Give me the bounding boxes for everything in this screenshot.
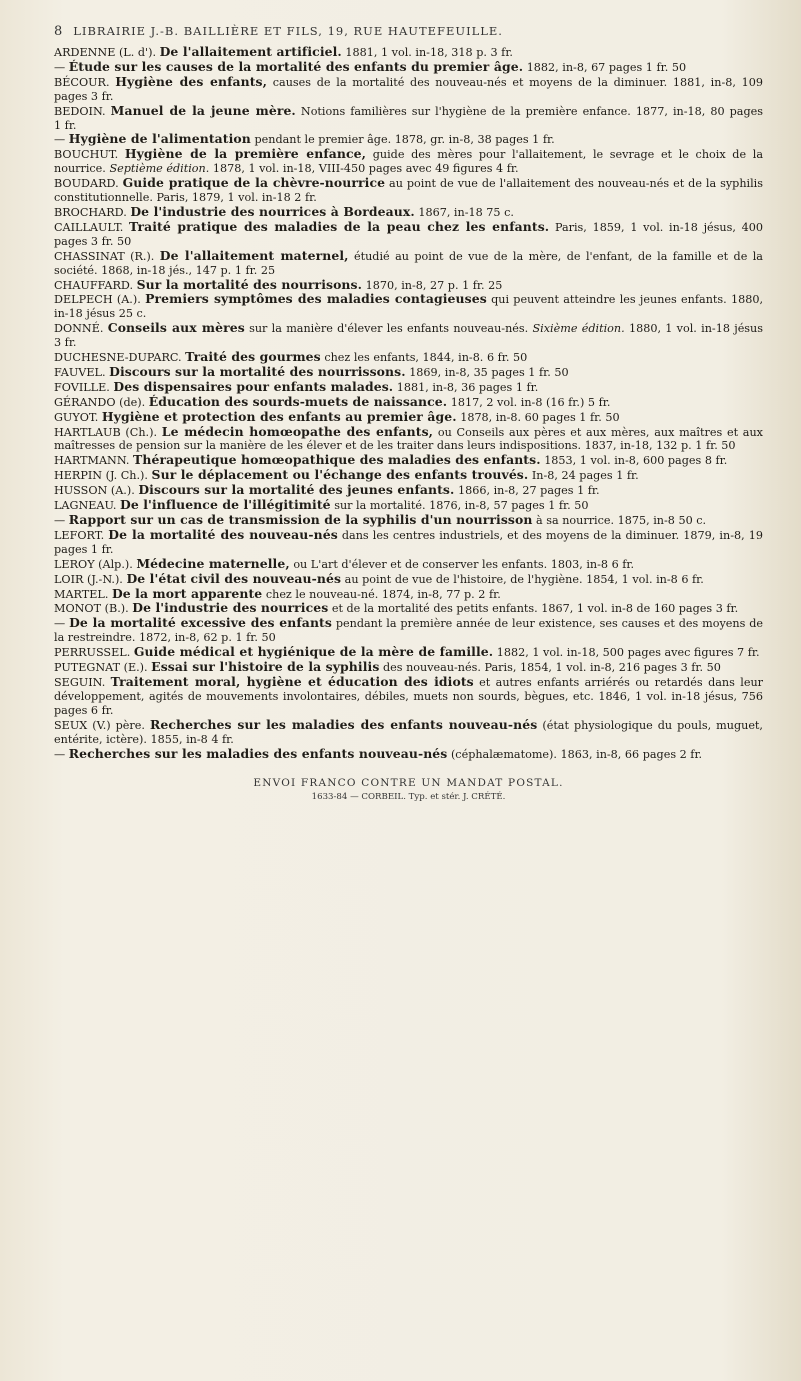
entry-description: 1866, in-8, 27 pages: [457, 484, 574, 498]
entry-author: LOIR (J.-N.).: [54, 572, 123, 586]
entry-price: 2 fr.: [679, 747, 703, 761]
entry-description: 1882, 1 vol. in-18, 500 pages avec figures: [496, 646, 734, 660]
entry-price: 6 fr. 50: [486, 351, 528, 365]
entry-title: Sur le déplacement ou l'échange des enfants trouvés.: [151, 467, 529, 483]
entry-author: MARTEL.: [54, 587, 109, 601]
entry-price: 7 fr.: [737, 646, 760, 660]
entry-description: et autres enfants arriérés ou retardés dans leur développement, agités de mouvements involontaires, débiles, muets non sourds, bègues, etc. 1846, 1 vol. in-18 jésus, 756 pages: [54, 675, 763, 717]
entry-description: chez les enfants, 1844, in-8.: [324, 351, 484, 365]
entry-description: 1881, 1 vol. in-18, 318 p.: [345, 46, 487, 59]
entry-author: SEGUIN.: [54, 675, 106, 689]
catalogue-entry: [54, 45, 763, 60]
entry-price: 1 fr.: [532, 133, 555, 147]
entry-description: au point de vue de l'histoire, de l'hygiène. 1854, 1 vol. in-8: [344, 572, 678, 586]
entry-price: 75 c.: [486, 205, 514, 219]
catalogue-entry: [54, 747, 763, 762]
entry-description: 1882, in-8, 67 pages: [526, 60, 643, 74]
entry-description: ou L'art d'élever et de conserver les enfants. 1803, in-8: [293, 557, 609, 571]
entry-title: De l'état civil des nouveau-nés: [126, 570, 342, 586]
entry-description: des nouveau-nés. Paris, 1854, 1 vol. in-8, 216 pages: [382, 661, 678, 675]
catalogue-entry: [54, 292, 763, 321]
entry-author: GÉRANDO (de).: [54, 395, 146, 409]
entry-title: Discours sur la mortalité des nourrissons.: [109, 363, 406, 379]
entry-author: HARTLAUB (Ch.).: [54, 425, 158, 439]
entry-description: 1881, in-8, 36 pages: [396, 380, 513, 394]
entry-author: SEUX (V.) père.: [54, 718, 145, 732]
catalogue-entry: [54, 468, 763, 483]
catalogue-entry: [54, 104, 763, 133]
entry-price: 3 fr. 50: [90, 234, 132, 248]
entry-price: 1 fr.: [90, 542, 114, 556]
catalogue-entry: [54, 249, 763, 278]
catalogue-entry: [54, 453, 763, 468]
entry-price: 1 fr. 50: [645, 60, 687, 74]
entry-title: Médecine maternelle,: [136, 555, 290, 571]
entry-author: PERRUSSEL.: [54, 646, 131, 660]
entry-title: De l'industrie des nourrices à Bordeaux.: [130, 203, 415, 219]
entry-title: Éducation des sourds-muets de naissance.: [148, 393, 448, 409]
entry-description: étudié au point de vue de la mère, de l'enfant, de la famille et de la société. 1868, in-18 jés., 147 p.: [54, 249, 763, 277]
catalogue-entry: [54, 528, 763, 557]
printer-imprint: 1633-84 — CORBEIL. Typ. et stér. J. CRÉTÉ.: [311, 792, 506, 803]
entry-price: 5 fr.: [587, 395, 611, 409]
entry-description: Notions familières sur l'hygiène de la première enfance. 1877, in-18, 80 pages: [300, 104, 763, 118]
catalogue-entry: [54, 278, 763, 293]
catalogue-entry: [54, 205, 763, 220]
entry-author: FOVILLE.: [54, 380, 110, 394]
entry-price: 1 fr. 50: [579, 410, 620, 424]
entry-author: BÉCOUR.: [54, 75, 110, 89]
running-header: [54, 24, 763, 39]
entry-description: pendant la première année de leur existence, ses causes et des moyens de la restreindre. 1872, in-8, 62 p.: [54, 617, 763, 645]
entry-title: Des dispensaires pour enfants malades.: [113, 378, 394, 394]
catalogue-entry: [54, 513, 763, 528]
entry-price: 1 fr. 50: [695, 439, 736, 453]
entry-description: pendant le premier âge. 1878, gr. in-8, 38 pages: [254, 133, 529, 147]
entry-title: Hygiène de l'alimentation: [68, 131, 251, 147]
catalogue-entry: [54, 380, 763, 395]
entry-author: DONNÉ.: [54, 322, 104, 336]
entry-title: De l'influence de l'illégitimité: [120, 497, 331, 513]
catalogue-entry: [54, 147, 763, 176]
entry-price: 4 fr.: [496, 162, 519, 176]
entry-author: LAGNEAU.: [54, 499, 117, 513]
entry-description: causes de la mortalité des nouveau-nés et moyens de la diminuer. 1881, in-8, 109 pages: [54, 75, 763, 103]
catalogue-entry: [54, 675, 763, 718]
entry-price: 6 fr.: [611, 557, 635, 571]
catalogue-entry: [54, 557, 763, 572]
catalogue-entry: [54, 365, 763, 380]
entry-title: Manuel de la jeune mère.: [110, 102, 296, 118]
entry-author: —: [54, 133, 66, 147]
entry-author: FAUVEL.: [54, 365, 106, 379]
entry-title: Traitement moral, hygiène et éducation des idiots: [110, 673, 474, 689]
entry-price: 1 fr.: [616, 469, 639, 483]
entry-title: Guide pratique de la chèvre-nourrice: [122, 175, 386, 191]
entry-author: HERPIN (J. Ch.).: [54, 469, 148, 483]
entry-title: De l'allaitement maternel,: [159, 247, 349, 263]
entry-price: 1 fr.: [54, 118, 77, 132]
catalogue-entry: [54, 425, 763, 454]
entry-author: —: [54, 514, 66, 527]
entry-title: Hygiène et protection des enfants au premier âge.: [101, 408, 457, 424]
entry-price: 3 fr.: [90, 89, 114, 103]
entry-price: 1 fr. 25: [234, 263, 276, 277]
entry-price: 3 fr.: [54, 336, 77, 350]
entry-title: Rapport sur un cas de transmission de la syphilis d'un nourrisson: [68, 512, 533, 527]
catalogue-entry: [54, 587, 763, 602]
catalogue-entry: [54, 176, 763, 205]
entry-price: 3 fr. 50: [680, 661, 721, 675]
catalogue-entry: [54, 572, 763, 587]
entry-title: Traité des gourmes: [185, 349, 321, 365]
entry-author: CHASSINAT (R.).: [54, 249, 155, 263]
entry-description: 1878, in-8. 60 pages: [460, 410, 576, 424]
catalogue-entry: [54, 321, 763, 350]
entry-description: 1867, in-18: [418, 205, 483, 219]
catalogue-entry: [54, 498, 763, 513]
entry-author: DUCHESNE-DUPARC.: [54, 351, 182, 365]
entry-details: 1878, 1 vol. in-18, VIII-450 pages avec 49 figures: [212, 162, 493, 176]
catalogue-entry: [54, 645, 763, 660]
entry-price: 1 fr.: [577, 484, 600, 498]
entry-title: Recherches sur les maladies des enfants nouveau-nés: [149, 716, 538, 732]
entry-title: Étude sur les causes de la mortalité des enfants du premier âge.: [68, 58, 524, 74]
entry-description: à sa nourrice. 1875, in-8: [536, 514, 675, 527]
entry-title: Premiers symptômes des maladies contagieuses: [145, 291, 487, 307]
entry-title: De la mortalité excessive des enfants: [69, 615, 332, 631]
entry-author: HARTMANN.: [54, 454, 130, 468]
entry-edition: Sixième édition.: [532, 322, 625, 336]
entry-price: 3 fr.: [715, 602, 739, 616]
entry-title: De la mortalité des nouveau-nés: [108, 526, 338, 542]
entry-description: 1869, in-8, 35 pages: [409, 365, 525, 379]
catalogue-entry: [54, 483, 763, 498]
entry-description: sur la mortalité. 1876, in-8, 57 pages: [334, 499, 545, 513]
publisher-header: LIBRAIRIE J.-B. BAILLIÈRE ET FILS, 19, RUE HAUTEFEUILLE.: [73, 24, 503, 38]
entry-price: 2 fr.: [478, 587, 501, 601]
entry-price: 4 fr.: [211, 732, 234, 746]
catalogue-entry: [54, 616, 763, 645]
catalogue-entry: [54, 410, 763, 425]
entry-price: 6 fr.: [681, 572, 704, 586]
catalogue-entries: [54, 45, 763, 761]
entry-title: Guide médical et hygiénique de la mère de famille.: [133, 644, 494, 660]
entry-author: LEFORT.: [54, 528, 105, 542]
entry-author: CHAUFFARD.: [54, 278, 134, 292]
entry-description: In-8, 24 pages: [531, 469, 613, 483]
entry-title: Le médecin homœopathe des enfants,: [161, 423, 434, 439]
entry-price: 1 fr. 50: [528, 365, 569, 379]
entry-author: GUYOT.: [54, 410, 99, 424]
entry-author: HUSSON (A.).: [54, 484, 135, 498]
entry-edition: Septième édition.: [109, 162, 210, 176]
entry-description: dans les centres industriels, et des moyens de la diminuer. 1879, in-8, 19 pages: [54, 528, 763, 556]
entry-title: De l'industrie des nourrices: [132, 600, 329, 616]
entry-description: ou Conseils aux pères et aux mères, aux maîtres et aux maîtresses de pension sur la manière de les élever et de les traiter dans leurs indispositions. 1837, in-18, 132 p.: [54, 425, 763, 453]
entry-title: Thérapeutique homœopathique des maladies des enfants.: [133, 452, 541, 468]
entry-description: Paris, 1859, 1 vol. in-18 jésus, 400 pages: [54, 220, 763, 248]
entry-description: et de la mortalité des petits enfants. 1867, 1 vol. in-8 de 160 pages: [331, 602, 713, 616]
entry-description: qui peuvent atteindre les jeunes enfants. 1880, in-18 jésus: [54, 293, 764, 321]
entry-description: (état physiologique du pouls, muguet, entérite, ictère). 1855, in-8: [54, 718, 763, 746]
entry-author: —: [54, 60, 66, 74]
entry-title: Sur la mortalité des nourrisons.: [136, 276, 363, 292]
catalogue-entry: [54, 75, 763, 104]
catalogue-entry: [54, 718, 763, 747]
entry-title: Hygiène de la première enfance,: [124, 146, 367, 162]
entry-description: guide des mères pour l'allaitement, le sevrage et le choix de la nourrice.: [54, 148, 763, 176]
catalogue-entry: [54, 60, 763, 75]
shipping-notice: ENVOI FRANCO CONTRE UN MANDAT POSTAL.: [253, 777, 564, 790]
entry-author: DELPECH (A.).: [54, 293, 141, 307]
entry-description: sur la manière d'élever les enfants nouveau-nés.: [249, 322, 529, 336]
entry-title: Recherches sur les maladies des enfants nouveau-nés: [68, 745, 448, 761]
entry-author: —: [54, 617, 66, 631]
entry-description: chez le nouveau-né. 1874, in-8, 77 p.: [265, 587, 475, 601]
entry-author: ARDENNE (L. d').: [54, 46, 157, 59]
entry-title: De la mort apparente: [111, 585, 263, 601]
catalogue-entry: [54, 220, 763, 249]
entry-author: BOUDARD.: [54, 177, 119, 191]
entry-author: LEROY (Alp.).: [54, 557, 133, 571]
catalogue-entry: [54, 350, 763, 365]
catalogue-entry: [54, 132, 763, 147]
entry-price: 1 fr.: [515, 380, 539, 394]
page-number: 8: [54, 24, 64, 39]
entry-title: De l'allaitement artificiel.: [159, 44, 342, 59]
entry-title: Conseils aux mères: [107, 320, 245, 336]
entry-title: Discours sur la mortalité des jeunes enfants.: [138, 482, 455, 498]
entry-description: 1853, 1 vol. in-8, 600 pages: [544, 454, 702, 468]
entry-price: 3 fr.: [490, 46, 513, 59]
entry-description: 1870, in-8, 27 p.: [365, 278, 459, 292]
catalogue-entry: [54, 601, 763, 616]
entry-price: 2 fr.: [294, 191, 317, 205]
catalogue-entry: [54, 395, 763, 410]
entry-price: 8 fr.: [704, 454, 728, 468]
entry-price: 50 c.: [678, 514, 707, 527]
entry-title: Hygiène des enfants,: [115, 73, 268, 89]
entry-author: CAILLAULT.: [54, 220, 124, 234]
entry-author: BOUCHUT.: [54, 148, 119, 162]
entry-details: 1880, 1 vol. in-18 jésus: [628, 322, 763, 336]
catalogue-entry: [54, 660, 763, 675]
entry-author: —: [54, 747, 66, 761]
entry-author: PUTEGNAT (E.).: [54, 661, 148, 675]
entry-price: 25 c.: [118, 307, 147, 321]
entry-price: 1 fr. 50: [235, 631, 276, 645]
entry-price: 6 fr.: [90, 703, 114, 717]
entry-description: 1817, 2 vol. in-8 (16 fr.): [450, 395, 585, 409]
entry-title: Traité pratique des maladies de la peau chez les enfants.: [129, 218, 550, 234]
entry-price: 1 fr. 25: [462, 278, 503, 292]
entry-author: MONOT (B.).: [54, 602, 129, 616]
entry-author: BEDOIN.: [54, 104, 106, 118]
entry-description: au point de vue de l'allaitement des nouveau-nés et de la syphilis constitutionnelle. Paris, 1879, 1 vol. in-18: [54, 177, 764, 205]
entry-author: BROCHARD.: [54, 205, 127, 219]
entry-description: (céphalæmatome). 1863, in-8, 66 pages: [450, 747, 677, 761]
entry-price: 1 fr. 50: [548, 499, 589, 513]
entry-title: Essai sur l'histoire de la syphilis: [151, 659, 380, 675]
